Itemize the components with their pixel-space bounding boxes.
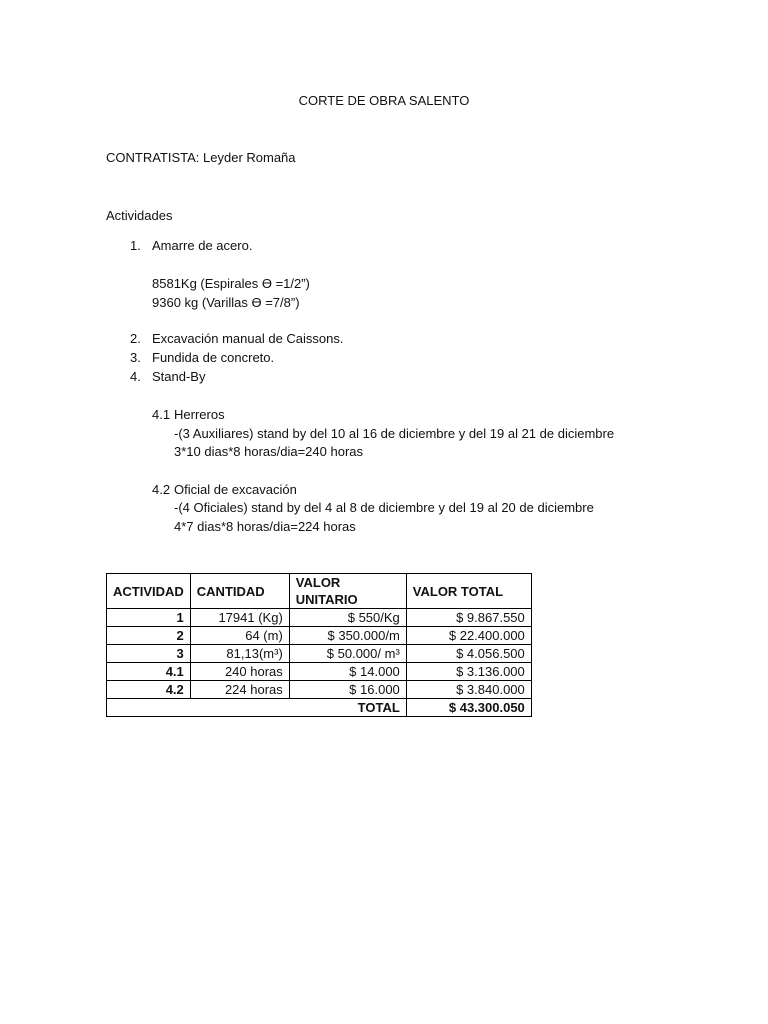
subitem-number: 4.2 (152, 482, 171, 497)
table-row (107, 609, 532, 627)
header-valor-unitario: VALOR UNITARIO (289, 574, 406, 609)
cell-actividad: 4.1 (107, 663, 191, 681)
list-item-text: Excavación manual de Caissons. (152, 331, 344, 346)
subitem-detail: -(4 Oficiales) stand by del 4 al 8 de diciembre y del 19 al 20 de diciembre (174, 500, 594, 515)
subitem-title: Oficial de excavación (174, 482, 297, 497)
cell-cantidad: 81,13(m³) (190, 645, 289, 663)
cell-valor-unitario: $ 14.000 (289, 663, 406, 681)
list-item-text: Amarre de acero. (152, 238, 253, 253)
document-title: CORTE DE OBRA SALENTO (298, 93, 470, 108)
table-total-row (107, 699, 532, 717)
cell-actividad: 3 (107, 645, 191, 663)
list-item-number: 2. (130, 331, 141, 346)
cell-valor-total: $ 9.867.550 (406, 609, 531, 627)
cell-actividad: 4.2 (107, 681, 191, 699)
cell-cantidad: 224 horas (190, 681, 289, 699)
activities-heading: Actividades (106, 208, 173, 223)
cell-valor-unitario: $ 50.000/ m³ (289, 645, 406, 663)
list-item-text: Fundida de concreto. (152, 350, 275, 365)
table-row (107, 627, 532, 645)
cell-valor-total: $ 3.840.000 (406, 681, 531, 699)
table-header-row (107, 574, 532, 609)
total-value: $ 43.300.050 (406, 699, 531, 717)
subitem-detail: -(3 Auxiliares) stand by del 10 al 16 de diciembre y del 19 al 21 de diciembre (174, 426, 615, 441)
cell-valor-unitario: $ 550/Kg (289, 609, 406, 627)
cell-valor-total: $ 4.056.500 (406, 645, 531, 663)
cell-valor-unitario: $ 350.000/m (289, 627, 406, 645)
steel-spirals-line: 8581Kg (Espirales Ɵ =1/2”) (152, 276, 310, 291)
header-actividad: ACTIVIDAD (107, 574, 191, 609)
cell-cantidad: 240 horas (190, 663, 289, 681)
cell-actividad: 2 (107, 627, 191, 645)
subitem-title: Herreros (174, 407, 225, 422)
total-spacer (107, 699, 191, 717)
total-label: TOTAL (289, 699, 406, 717)
cell-actividad: 1 (107, 609, 191, 627)
list-item-text: Stand-By (152, 369, 206, 384)
list-item-number: 3. (130, 350, 141, 365)
cell-valor-unitario: $ 16.000 (289, 681, 406, 699)
table-row (107, 663, 532, 681)
list-item-number: 1. (130, 238, 141, 253)
list-item-number: 4. (130, 369, 141, 384)
summary-table (106, 573, 532, 717)
steel-bars-line: 9360 kg (Varillas Ɵ =7/8”) (152, 295, 300, 310)
cell-valor-total: $ 22.400.000 (406, 627, 531, 645)
header-valor-total: VALOR TOTAL (406, 574, 531, 609)
header-cantidad: CANTIDAD (190, 574, 289, 609)
cell-valor-total: $ 3.136.000 (406, 663, 531, 681)
subitem-number: 4.1 (152, 407, 171, 422)
contractor-line: CONTRATISTA: Leyder Romaña (106, 150, 296, 165)
table-row (107, 681, 532, 699)
subitem-calculation: 3*10 dias*8 horas/dia=240 horas (174, 444, 364, 459)
cell-cantidad: 64 (m) (190, 627, 289, 645)
table-row (107, 645, 532, 663)
cell-cantidad: 17941 (Kg) (190, 609, 289, 627)
subitem-calculation: 4*7 dias*8 horas/dia=224 horas (174, 519, 356, 534)
total-spacer (190, 699, 289, 717)
